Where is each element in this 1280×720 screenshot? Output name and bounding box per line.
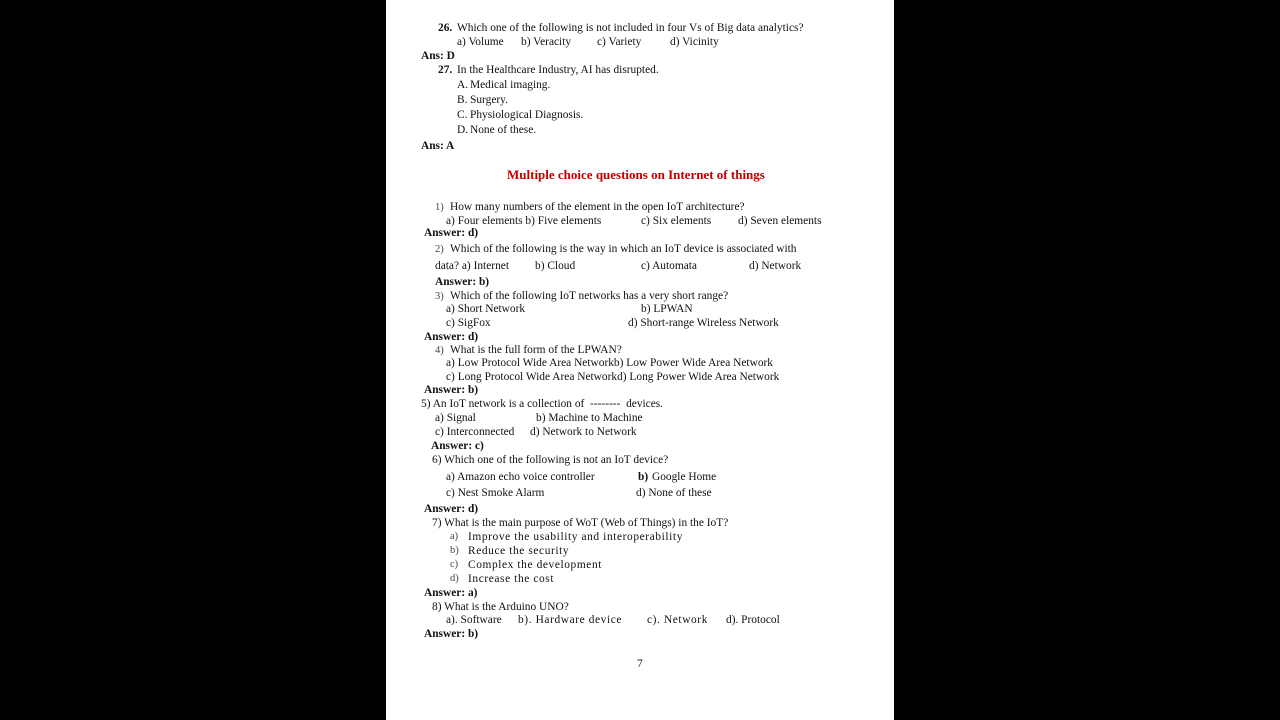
iot-q5-option-a: a) Signal: [435, 412, 476, 424]
iot-q8-option-c: c). Network: [647, 614, 709, 626]
iot-q1-option-c: c) Six elements: [641, 215, 712, 227]
iot-q6-option-a: a) Amazon echo voice controller: [446, 471, 595, 483]
iot-q4-options-cd: c) Long Protocol Wide Area Networkd) Long Power Wide Area Network: [446, 371, 780, 383]
iot-q2-continuation: data? a) Internet: [435, 260, 509, 272]
iot-q7-letter-a: a): [450, 531, 459, 542]
iot-q6-text: 6) Which one of the following is not an IoT device?: [432, 454, 669, 466]
iot-q6-option-b: Google Home: [652, 471, 717, 483]
iot-q7-letter-c: c): [450, 559, 459, 570]
iot-q3-option-c: c) SigFox: [446, 317, 491, 329]
iot-q2-answer: Answer: b): [435, 276, 490, 288]
q26-option-c: c) Variety: [597, 36, 642, 48]
document-page: [386, 0, 894, 720]
iot-q5-text: 5) An IoT network is a collection of -------- devices.: [421, 398, 664, 410]
iot-q4-text: What is the full form of the LPWAN?: [450, 344, 622, 356]
iot-q1-option-d: d) Seven elements: [738, 215, 822, 227]
q26-option-a: a) Volume: [457, 36, 504, 48]
iot-q7-letter-b: b): [450, 545, 459, 556]
iot-q2-option-c: c) Automata: [641, 260, 697, 272]
iot-q8-option-d: d). Protocol: [726, 614, 780, 626]
iot-q6-answer: Answer: d): [424, 503, 479, 515]
iot-q7-letter-d: d): [450, 573, 459, 584]
q27-option-letter: C.: [457, 109, 468, 121]
iot-q6-option-c: c) Nest Smoke Alarm: [446, 487, 545, 499]
iot-q7-option-d: Increase the cost: [468, 573, 555, 585]
iot-q6-option-b-letter: b): [638, 471, 649, 483]
iot-q1-answer: Answer: d): [424, 227, 479, 239]
q27-text: In the Healthcare Industry, AI has disrupted.: [457, 64, 659, 76]
iot-q2-option-b: b) Cloud: [535, 260, 576, 272]
iot-q7-option-a: Improve the usability and interoperability: [468, 531, 683, 543]
q27-number: 27.: [438, 64, 453, 76]
iot-q1-options-ab: a) Four elements b) Five elements: [446, 215, 602, 227]
q27-option-letter: D.: [457, 124, 469, 136]
iot-q5-option-c: c) Interconnected: [435, 426, 515, 438]
iot-q3-answer: Answer: d): [424, 331, 479, 343]
q27-option-text: Medical imaging.: [470, 79, 551, 91]
iot-q8-answer: Answer: b): [424, 628, 479, 640]
iot-q3-option-d: d) Short-range Wireless Network: [628, 317, 779, 329]
iot-q8-option-a: a). Software: [446, 614, 502, 626]
q27-option-letter: B.: [457, 94, 468, 106]
q27-answer: Ans: A: [421, 140, 455, 152]
iot-q3-option-a: a) Short Network: [446, 303, 526, 315]
iot-q2-number: 2): [435, 244, 444, 255]
iot-q7-option-b: Reduce the security: [468, 545, 570, 557]
iot-q5-option-d: d) Network to Network: [530, 426, 637, 438]
q26-answer: Ans: D: [421, 50, 455, 62]
iot-q3-number: 3): [435, 291, 444, 302]
section-heading: Multiple choice questions on Internet of things: [507, 167, 765, 182]
iot-q8-text: 8) What is the Arduino UNO?: [432, 601, 569, 613]
iot-q4-number: 4): [435, 345, 444, 356]
iot-q7-answer: Answer: a): [424, 587, 478, 599]
q26-text: Which one of the following is not included in four Vs of Big data analytics?: [457, 22, 804, 34]
iot-q3-text: Which of the following IoT networks has a very short range?: [450, 290, 729, 302]
q27-option-text: None of these.: [470, 124, 537, 136]
iot-q1-number: 1): [435, 202, 444, 213]
iot-q2-option-d: d) Network: [749, 260, 802, 272]
q27-option-text: Physiological Diagnosis.: [470, 109, 584, 121]
iot-q5-answer: Answer: c): [431, 440, 484, 452]
q26-option-b: b) Veracity: [521, 36, 572, 48]
iot-q4-answer: Answer: b): [424, 384, 479, 396]
iot-q1-text: How many numbers of the element in the open IoT architecture?: [450, 201, 745, 213]
iot-q8-option-b: b). Hardware device: [518, 614, 623, 626]
iot-q6-option-d: d) None of these: [636, 487, 712, 499]
q27-option-letter: A.: [457, 79, 469, 91]
q26-number: 26.: [438, 22, 453, 34]
iot-q7-option-c: Complex the development: [468, 559, 603, 571]
iot-q7-text: 7) What is the main purpose of WoT (Web of Things) in the IoT?: [432, 517, 729, 529]
iot-q3-option-b: b) LPWAN: [641, 303, 693, 315]
q26-option-d: d) Vicinity: [670, 36, 719, 48]
q27-option-text: Surgery.: [470, 94, 508, 106]
iot-q5-option-b: b) Machine to Machine: [536, 412, 643, 424]
page-number: 7: [637, 658, 643, 670]
iot-q2-text: Which of the following is the way in which an IoT device is associated with: [450, 243, 797, 255]
iot-q4-options-ab: a) Low Protocol Wide Area Networkb) Low Power Wide Area Network: [446, 357, 774, 369]
